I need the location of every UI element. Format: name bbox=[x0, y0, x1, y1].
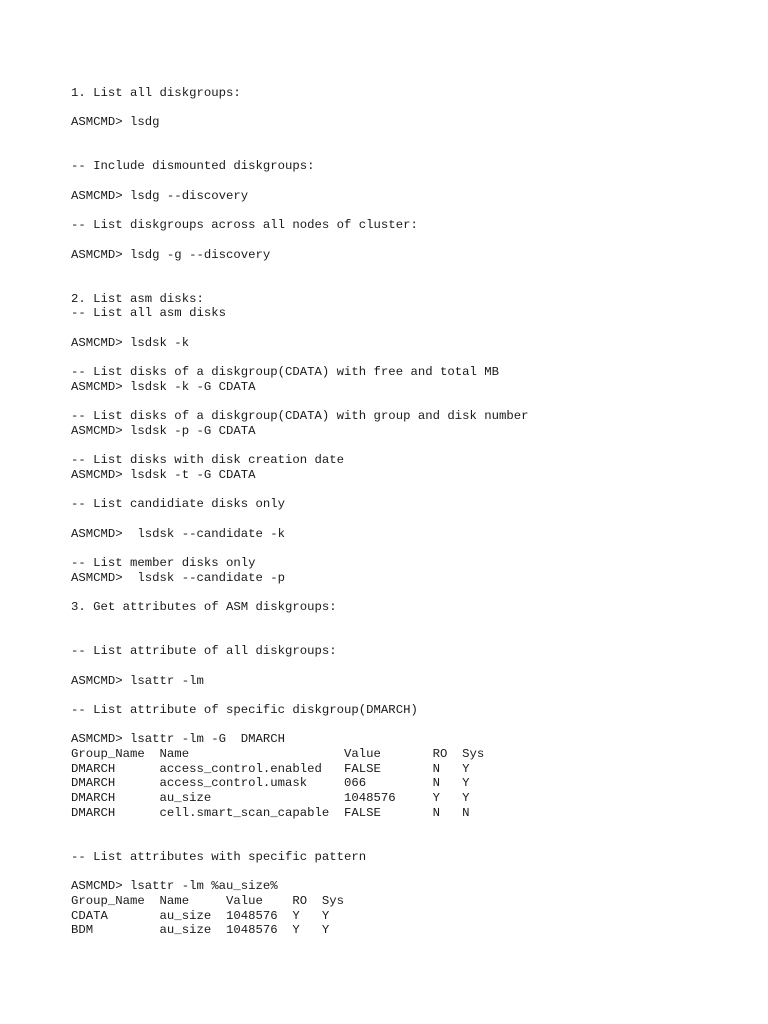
text-line: -- List diskgroups across all nodes of cluster: bbox=[71, 218, 418, 233]
blank-line bbox=[71, 350, 751, 365]
blank-line bbox=[71, 820, 751, 835]
text-line: 2. List asm disks: bbox=[71, 291, 204, 306]
text-line: DMARCH cell.smart_scan_capable FALSE N N bbox=[71, 805, 470, 820]
command-notes bbox=[71, 86, 751, 938]
blank-line bbox=[71, 688, 751, 703]
blank-line bbox=[71, 718, 751, 733]
text-line: -- List disks of a diskgroup(CDATA) with free and total MB bbox=[71, 365, 500, 380]
blank-line bbox=[71, 277, 751, 292]
text-line: ASMCMD> lsdsk -t -G CDATA bbox=[71, 467, 256, 482]
blank-line bbox=[71, 394, 751, 409]
blank-line bbox=[71, 233, 751, 248]
text-line: -- List disks with disk creation date bbox=[71, 453, 345, 468]
text-line: -- List attributes with specific pattern bbox=[71, 849, 367, 864]
blank-line bbox=[71, 145, 751, 160]
text-line: ASMCMD> lsattr -lm bbox=[71, 673, 204, 688]
blank-line bbox=[71, 101, 751, 116]
text-line: -- Include dismounted diskgroups: bbox=[71, 159, 315, 174]
blank-line bbox=[71, 659, 751, 674]
blank-line bbox=[71, 585, 751, 600]
blank-line bbox=[71, 174, 751, 189]
text-line: 3. Get attributes of ASM diskgroups: bbox=[71, 600, 337, 615]
text-line: -- List all asm disks bbox=[71, 306, 226, 321]
blank-line bbox=[71, 541, 751, 556]
text-line: DMARCH access_control.umask 066 N Y bbox=[71, 776, 470, 791]
text-line: 1. List all diskgroups: bbox=[71, 86, 241, 100]
text-line: ASMCMD> lsdsk -p -G CDATA bbox=[71, 423, 256, 438]
blank-line bbox=[71, 439, 751, 454]
text-line: ASMCMD> lsdsk --candidate -p bbox=[71, 570, 286, 585]
blank-line bbox=[71, 512, 751, 527]
blank-line bbox=[71, 483, 751, 498]
text-line: Group_Name Name Value RO Sys bbox=[71, 746, 485, 761]
text-line: DMARCH access_control.enabled FALSE N Y bbox=[71, 761, 470, 776]
blank-line bbox=[71, 130, 751, 145]
text-line: ASMCMD> lsdsk -k -G CDATA bbox=[71, 379, 256, 394]
blank-line bbox=[71, 204, 751, 219]
blank-line bbox=[71, 864, 751, 879]
text-line: ASMCMD> lsdsk -k bbox=[71, 335, 190, 350]
text-line: -- List attribute of all diskgroups: bbox=[71, 644, 337, 659]
text-line: ASMCMD> lsdsk --candidate -k bbox=[71, 526, 286, 541]
text-line: -- List candidiate disks only bbox=[71, 497, 286, 512]
blank-line bbox=[71, 615, 751, 630]
blank-line bbox=[71, 321, 751, 336]
text-line: -- List member disks only bbox=[71, 556, 256, 570]
text-line: ASMCMD> lsattr -lm %au_size% bbox=[71, 879, 278, 894]
blank-line bbox=[71, 262, 751, 277]
text-line: ASMCMD> lsdg --discovery bbox=[71, 188, 249, 203]
blank-line bbox=[71, 629, 751, 644]
text-line: DMARCH au_size 1048576 Y Y bbox=[71, 791, 470, 805]
text-line: ASMCMD> lsdg bbox=[71, 115, 160, 130]
blank-line bbox=[71, 835, 751, 850]
text-line: ASMCMD> lsdg -g --discovery bbox=[71, 247, 271, 262]
text-line: CDATA au_size 1048576 Y Y bbox=[71, 908, 330, 923]
text-line: -- List disks of a diskgroup(CDATA) with group and disk number bbox=[71, 409, 529, 424]
text-line: BDM au_size 1048576 Y Y bbox=[71, 923, 330, 938]
text-line: ASMCMD> lsattr -lm -G DMARCH bbox=[71, 732, 286, 747]
text-line: -- List attribute of specific diskgroup(DMARCH) bbox=[71, 702, 418, 717]
text-line: Group_Name Name Value RO Sys bbox=[71, 893, 345, 908]
